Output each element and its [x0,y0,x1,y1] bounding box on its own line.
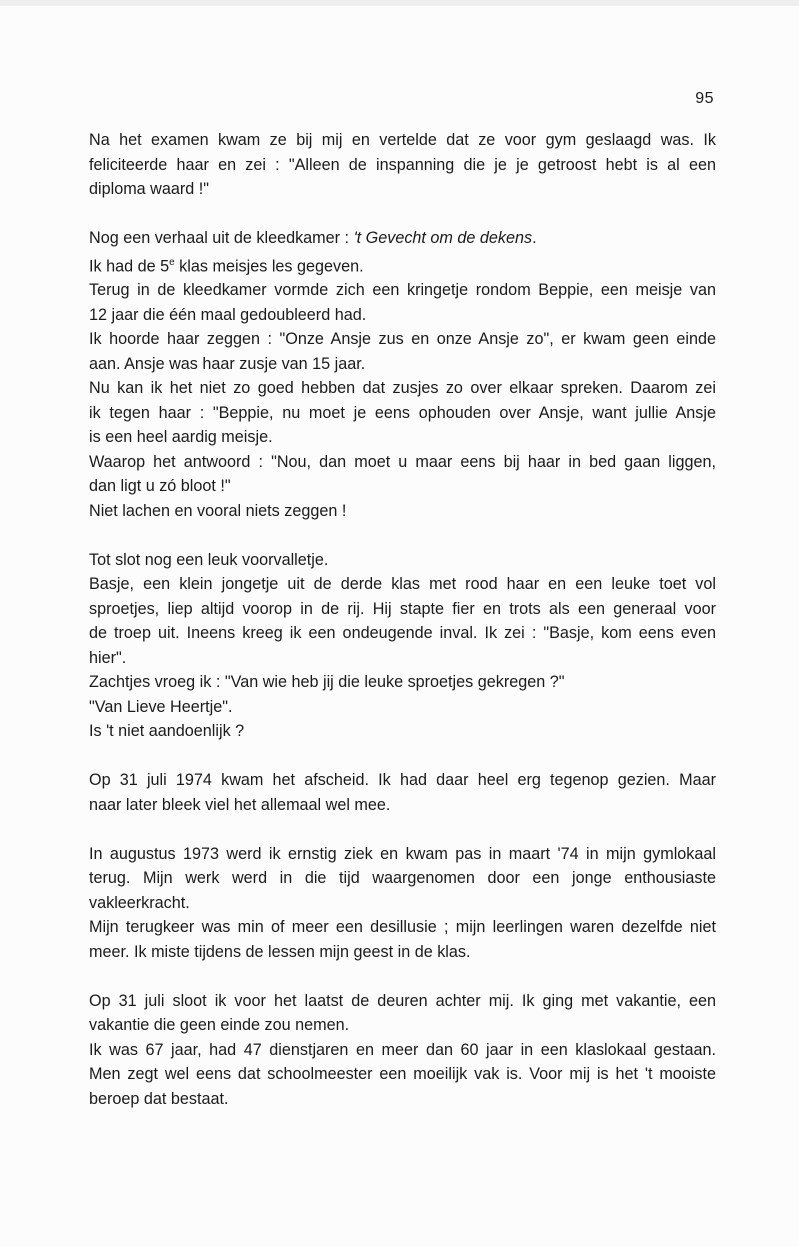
ordinal-superscript: e [169,256,175,268]
text-line: feliciteerde haar en zei : "Alleen de inspanning die je je getroost hebt is al een [89,155,716,174]
text-line: Nu kan ik het niet zo goed hebben dat zusjes zo over elkaar spreken. Daarom zei [89,379,716,398]
text-line: Op 31 juli sloot ik voor het laatst de deuren achter mij. Ik ging met vakantie, een [89,991,716,1010]
text-line: Na het examen kwam ze bij mij en vertelde dat ze voor gym geslaagd was. Ik [89,131,716,149]
text-line: 12 jaar die één maal gedoubleerd had. [89,305,367,324]
page-number: 95 [695,90,714,107]
text-line: Terug in de kleedkamer vormde zich een kringetje rondom Beppie, een meisje van [89,281,716,300]
text-line: ik tegen haar : "Beppie, nu moet je eens ophouden over Ansje, want jullie Ansje [89,403,716,422]
text-fragment: . [532,229,537,247]
text-line: diploma waard !" [89,180,210,198]
body-text [89,128,716,1111]
story-title: 't Gevecht om de dekens [353,229,533,247]
text-fragment: Ik had de 5 [89,256,170,275]
text-line: "Van Lieve Heertje". [89,697,233,716]
text-line: terug. Mijn werk werd in die tijd waargenomen door een jonge enthousiaste [89,869,716,888]
text-line: dan ligt u zó bloot !" [89,477,231,496]
text-line: In augustus 1973 werd ik ernstig ziek en kwam pas in maart '74 in mijn gymlokaal [89,844,716,863]
text-line: Op 31 juli 1974 kwam het afscheid. Ik had daar heel erg tegenop gezien. Maar [89,771,716,790]
text-line: vakleerkracht. [89,893,190,912]
text-line: Ik hoorde haar zeggen : "Onze Ansje zus en onze Ansje zo", er kwam geen einde [89,330,716,349]
text-line: Men zegt wel eens dat schoolmeester een moeilijk vak is. Voor mij is het 't mooiste [89,1065,716,1084]
text-line: Basje, een klein jongetje uit de derde klas met rood haar en een leuke toet vol [89,575,716,594]
text-line: Mijn terugkeer was min of meer een desillusie ; mijn leerlingen waren dezelfde niet [89,918,716,937]
text-line: beroep dat bestaat. [89,1089,229,1108]
text-line: vakantie die geen einde zou nemen. [89,1016,350,1035]
text-line: Waarop het antwoord : "Nou, dan moet u maar eens bij haar in bed gaan liggen, [89,452,716,471]
text-line: de troep uit. Ineens kreeg ik een ondeugende inval. Ik zei : "Basje, kom eens even [89,624,716,643]
text-line: Ik was 67 jaar, had 47 dienstjaren en meer dan 60 jaar in een klaslokaal gestaan. [89,1040,716,1059]
text-line: aan. Ansje was haar zusje van 15 jaar. [89,354,366,373]
scan-top-edge [0,0,799,6]
text-line-with-superscript [89,251,716,279]
text-line: Niet lachen en vooral niets zeggen ! [89,501,347,520]
text-line: is een heel aardig meisje. [89,428,273,447]
text-fragment: Nog een verhaal uit de kleedkamer : [89,229,354,247]
text-fragment: klas meisjes les gegeven. [174,256,364,275]
text-line: Tot slot nog een leuk voorvalletje. [89,550,329,569]
text-line: meer. Ik miste tijdens de lessen mijn geest in de klas. [89,942,471,961]
text-line: hier". [89,648,127,667]
text-line: naar later bleek viel het allemaal wel mee. [89,795,391,814]
text-line: Zachtjes vroeg ik : "Van wie heb jij die leuke sproetjes gekregen ?" [89,673,565,692]
text-line: sproetjes, liep altijd voorop in de rij. Hij stapte fier en trots als een generaal voor [89,599,716,618]
text-line: Is 't niet aandoenlijk ? [89,722,245,741]
text-line-with-title [89,226,716,251]
